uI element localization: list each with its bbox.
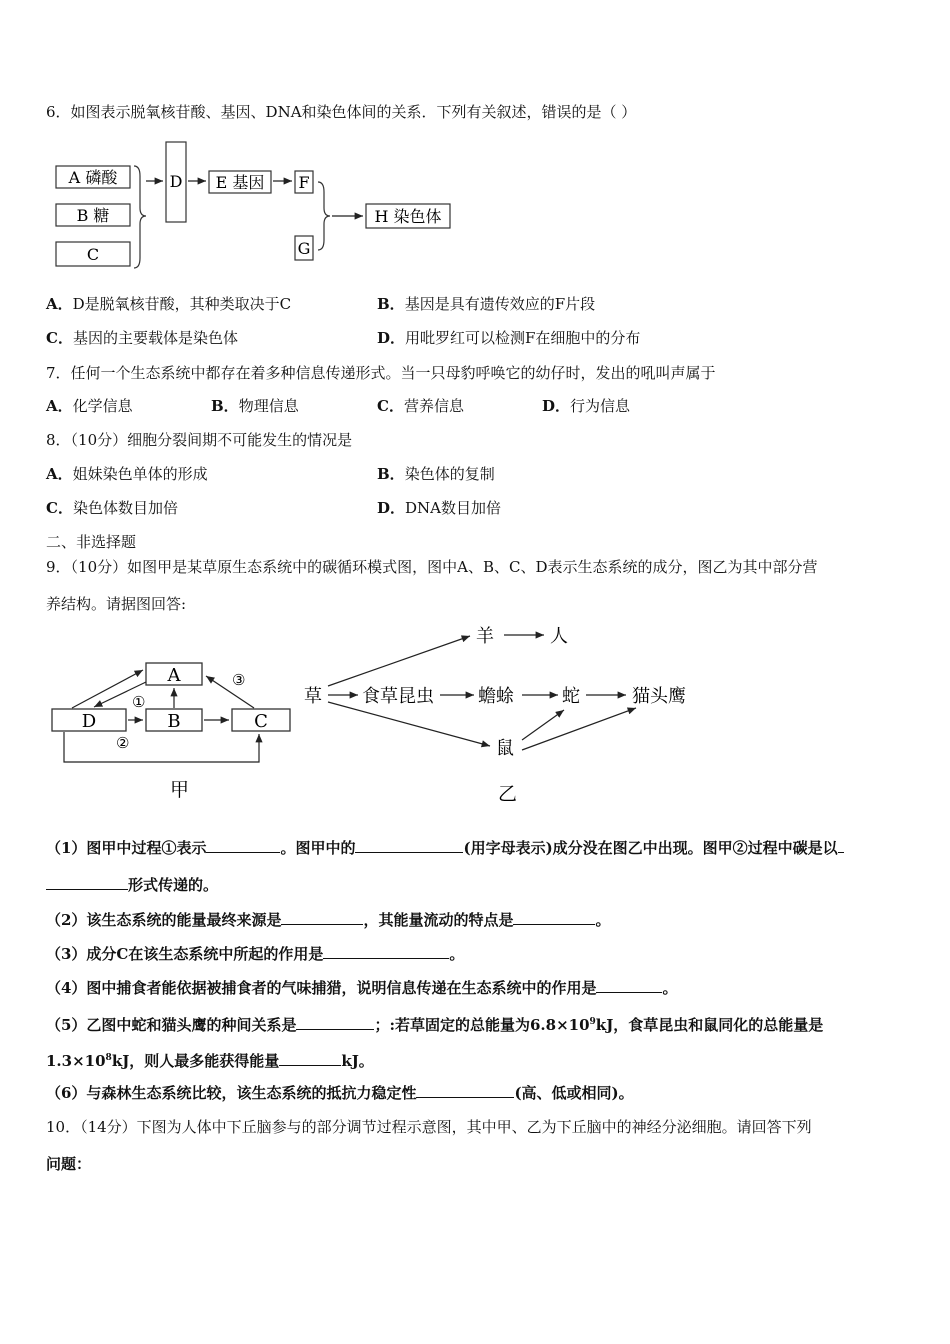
q7-option-c[interactable]: C．营养信息 xyxy=(377,397,464,415)
node-human: 人 xyxy=(550,626,568,647)
node-sheep: 羊 xyxy=(476,626,494,647)
node-mouse: 鼠 xyxy=(496,738,514,759)
answer-blank-5[interactable] xyxy=(513,910,595,925)
jia-caption: 甲 xyxy=(170,779,190,801)
q8-option-c[interactable]: C．染色体数目加倍 xyxy=(46,499,178,517)
q6-option-a[interactable]: A．D是脱氧核苷酸，其种类取决于C xyxy=(46,295,292,313)
svg-text:H 染色体: H 染色体 xyxy=(374,207,442,226)
q10-stem-line1: 10．（14分）下图为人体中下丘脑参与的部分调节过程示意图，其中甲、乙为下丘脑中的神经分泌细胞。请回答下列 xyxy=(46,1118,812,1136)
q6-stem: 6．如图表示脱氧核苷酸、基因、DNA和染色体间的关系．下列有关叙述，错误的是（ ） xyxy=(46,103,637,121)
q8-option-a[interactable]: A．姐妹染色单体的形成 xyxy=(46,465,208,483)
node-grass: 草 xyxy=(304,686,322,707)
box-d xyxy=(166,142,186,222)
q7-option-b[interactable]: B．物理信息 xyxy=(211,397,299,415)
box-g xyxy=(295,236,313,260)
q7-option-d[interactable]: D．行为信息 xyxy=(542,397,631,415)
q7-stem: 7．任何一个生态系统中都存在着多种信息传递形式。当一只母豹呼唤它的幼仔时，发出的吼叫声属于 xyxy=(46,364,716,382)
svg-text:A 磷酸: A 磷酸 xyxy=(68,168,118,187)
answer-blank-8[interactable] xyxy=(296,1015,374,1030)
node-snake: 蛇 xyxy=(562,686,580,707)
jia-box-d xyxy=(52,709,126,732)
jia-box-c xyxy=(232,709,290,732)
box-b xyxy=(56,204,130,226)
answer-blank-1[interactable] xyxy=(206,838,280,853)
svg-text:D: D xyxy=(81,711,97,732)
node-toad: 蟾蜍 xyxy=(478,686,514,707)
q6-option-d[interactable]: D．用吡罗红可以检测F在细胞中的分布 xyxy=(377,329,641,347)
jia-process-1: ① xyxy=(132,693,146,711)
q9-sub4: （4）图中捕食者能依据被捕食者的气味捕猎，说明信息传递在生态系统中的作用是 。 xyxy=(46,979,678,997)
q9-sub5-line2: $1.3\times 10^8kJ$，则人最多能获得能量 kJ。 xyxy=(46,1052,374,1070)
jia-box-a xyxy=(146,663,202,686)
svg-text:C: C xyxy=(254,711,268,732)
answer-blank-6[interactable] xyxy=(323,944,449,959)
svg-text:G: G xyxy=(297,239,311,258)
q9-sub1-line2: 形式传递的。 xyxy=(46,875,218,895)
q9-sub1-line1: （1）图甲中过程①表示 。图甲中的 (用字母表示)成分没在图乙中出现。图甲②过程中碳是以 xyxy=(46,838,844,858)
jia-process-3: ③ xyxy=(232,671,246,689)
box-e xyxy=(209,171,271,193)
jia-process-2: ② xyxy=(116,734,130,752)
node-insect: 食草昆虫 xyxy=(362,686,434,707)
svg-text:E 基因: E 基因 xyxy=(215,173,265,192)
q10-stem-line2: 问题： xyxy=(46,1155,92,1173)
answer-blank-4[interactable] xyxy=(281,910,363,925)
brace-fg xyxy=(318,182,330,250)
q7-option-a[interactable]: A．化学信息 xyxy=(46,397,133,415)
fig-yi xyxy=(300,618,710,808)
node-owl: 猫头鹰 xyxy=(632,686,686,707)
answer-blank-3[interactable] xyxy=(46,875,128,890)
q9-stem-line2: 养结构。请据图回答: xyxy=(46,595,187,613)
box-f xyxy=(295,171,313,193)
brace-abc xyxy=(134,166,146,268)
section-heading: 二、非选择题 xyxy=(46,533,137,551)
q9-sub2: （2）该生态系统的能量最终来源是 ，其能量流动的特点是 。 xyxy=(46,911,611,929)
svg-text:D: D xyxy=(169,172,183,191)
answer-blank-9[interactable] xyxy=(279,1051,341,1066)
q9-sub6: （6）与森林生态系统比较，该生态系统的抵抗力稳定性 (高、低或相同)。 xyxy=(46,1084,634,1102)
answer-blank-10[interactable] xyxy=(416,1083,514,1098)
q6-diagram xyxy=(50,136,470,276)
q9-sub3: （3）成分C在该生态系统中所起的作用是 。 xyxy=(46,945,465,963)
q8-option-d[interactable]: D．DNA数目加倍 xyxy=(377,499,501,517)
q6-option-b[interactable]: B．基因是具有遗传效应的F片段 xyxy=(377,295,596,313)
yi-caption: 乙 xyxy=(498,783,518,805)
svg-text:C: C xyxy=(86,245,100,264)
svg-text:F: F xyxy=(298,173,310,192)
box-c xyxy=(56,242,130,266)
box-h xyxy=(366,204,450,228)
box-a xyxy=(56,166,130,188)
svg-text:B 糖: B 糖 xyxy=(76,206,110,225)
svg-text:B: B xyxy=(167,711,181,732)
fig-jia xyxy=(44,654,300,804)
q9-sub5-line1: （5）乙图中蛇和猫头鹰的种间关系是 ；:若草固定的总能量为$6.8\times 10^9kJ$，食草昆虫和鼠同化的总能量是 xyxy=(46,1016,824,1034)
q8-stem: 8．（10分）细胞分裂间期不可能发生的情况是 xyxy=(46,431,353,449)
jia-box-b xyxy=(146,709,202,732)
q9-stem-line1: 9．（10分）如图甲是某草原生态系统中的碳循环模式图，图中A、B、C、D表示生态系统的成分，图乙为其中部分营 xyxy=(46,558,818,576)
answer-blank-7[interactable] xyxy=(596,978,662,993)
svg-text:A: A xyxy=(167,665,181,686)
q6-option-c[interactable]: C．基因的主要载体是染色体 xyxy=(46,329,238,347)
answer-blank-2[interactable] xyxy=(355,838,463,853)
q8-option-b[interactable]: B．染色体的复制 xyxy=(377,465,495,483)
answer-blank-3a[interactable] xyxy=(838,838,844,853)
